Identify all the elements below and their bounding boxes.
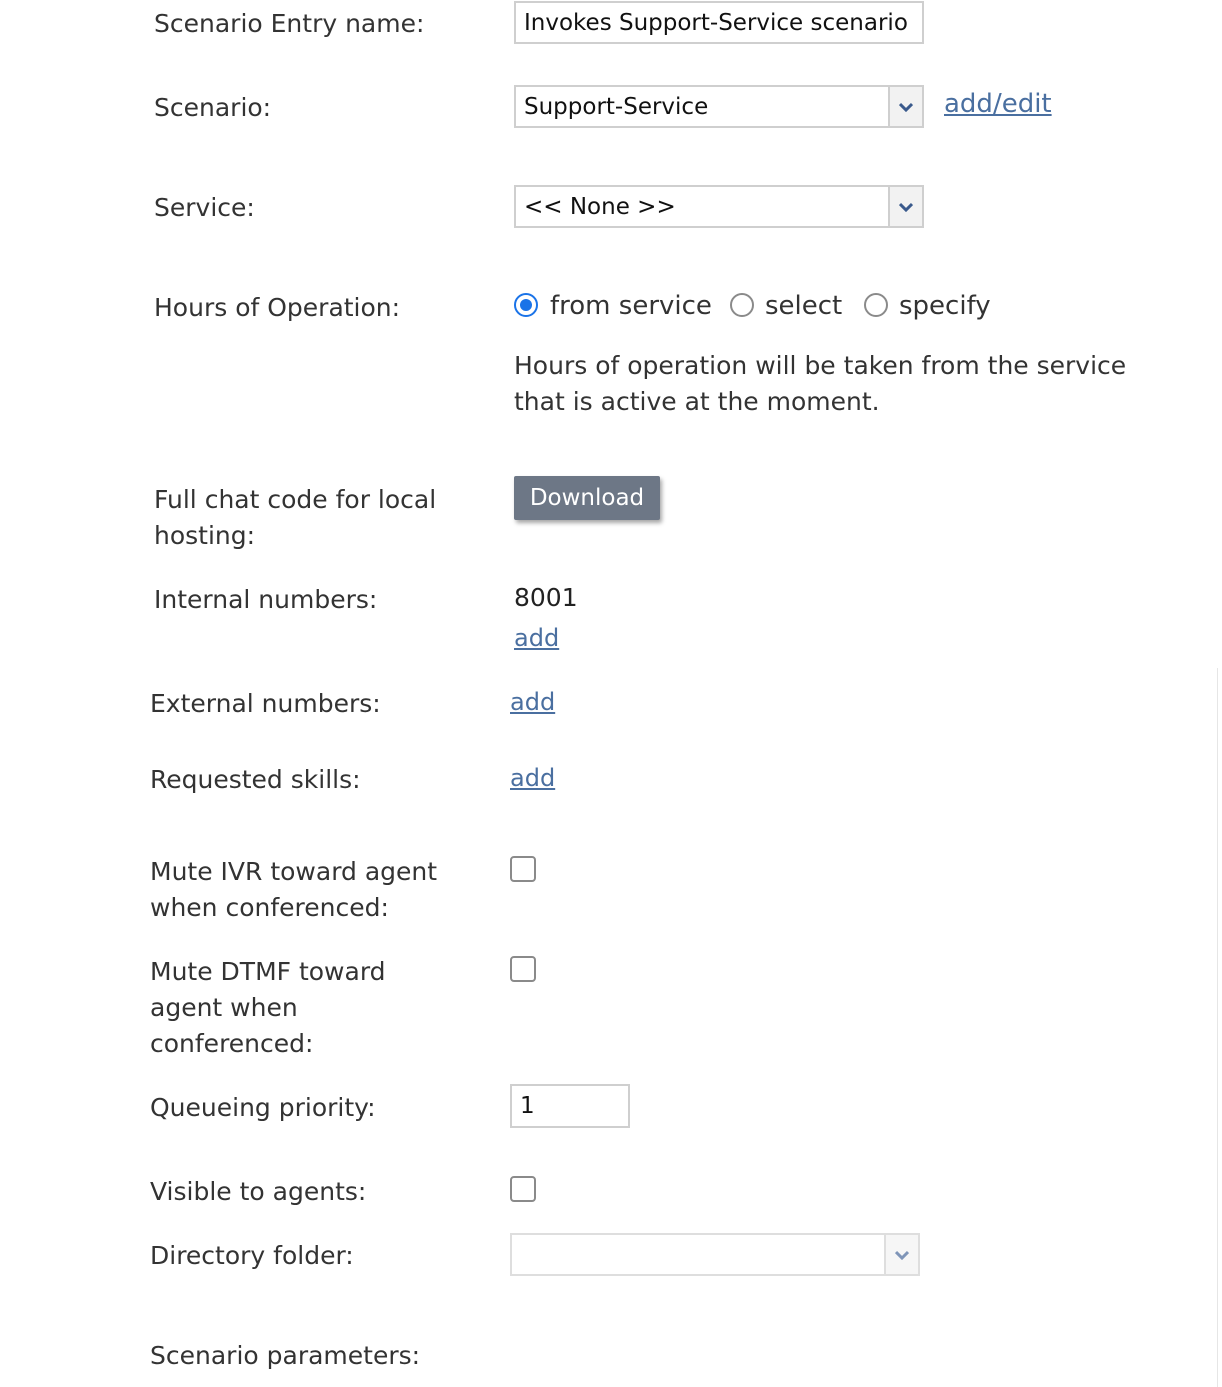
download-button[interactable]: Download — [514, 476, 660, 520]
external-numbers-add-link[interactable]: add — [510, 688, 556, 716]
chevron-down-icon[interactable] — [888, 187, 922, 226]
queueing-priority-input[interactable]: 1 — [510, 1084, 630, 1128]
mute-dtmf-checkbox[interactable] — [510, 956, 536, 982]
chevron-down-icon[interactable] — [888, 87, 922, 126]
scenario-add-edit-link[interactable]: add/edit — [944, 89, 1052, 119]
external-numbers-label: External numbers: — [150, 689, 381, 718]
requested-skills-add-link[interactable]: add — [510, 764, 556, 792]
visible-to-agents-label: Visible to agents: — [150, 1177, 367, 1206]
chat-code-label: Full chat code for local hosting: — [154, 485, 437, 550]
scenario-entry-name-input[interactable]: Invokes Support-Service scenario — [514, 1, 924, 44]
mute-dtmf-label: Mute DTMF toward agent when conferenced: — [150, 957, 386, 1058]
directory-folder-select[interactable] — [510, 1233, 920, 1276]
chevron-down-icon[interactable] — [884, 1235, 918, 1274]
mute-ivr-label: Mute IVR toward agent when conferenced: — [150, 857, 438, 922]
radio-from-service[interactable] — [514, 293, 538, 317]
service-select-value: << None >> — [524, 193, 676, 220]
radio-from-service-label[interactable]: from service — [550, 291, 712, 321]
service-label: Service: — [154, 193, 255, 222]
requested-skills-label: Requested skills: — [150, 765, 361, 794]
internal-number-value: 8001 — [514, 583, 578, 612]
visible-to-agents-checkbox[interactable] — [510, 1176, 536, 1202]
queueing-priority-label: Queueing priority: — [150, 1093, 376, 1122]
directory-folder-label: Directory folder: — [150, 1241, 354, 1270]
scenario-parameters-label: Scenario parameters: — [150, 1341, 421, 1370]
hours-of-operation-label: Hours of Operation: — [154, 293, 401, 322]
scenario-label: Scenario: — [154, 93, 272, 122]
scenario-select[interactable] — [514, 85, 924, 128]
internal-numbers-add-link[interactable]: add — [514, 624, 560, 652]
scenario-select-value: Support-Service — [524, 93, 709, 120]
radio-specify-label[interactable]: specify — [899, 291, 991, 321]
radio-select-label[interactable]: select — [765, 291, 843, 321]
hours-of-operation-description: Hours of operation will be taken from the service that is active at the moment. — [514, 351, 1127, 416]
radio-specify[interactable] — [864, 293, 888, 317]
service-select[interactable] — [514, 185, 924, 228]
internal-numbers-label: Internal numbers: — [154, 585, 378, 614]
mute-ivr-checkbox[interactable] — [510, 856, 536, 882]
radio-select[interactable] — [730, 293, 754, 317]
scrollbar-track — [1217, 668, 1218, 1387]
scenario-entry-name-label: Scenario Entry name: — [154, 9, 425, 38]
